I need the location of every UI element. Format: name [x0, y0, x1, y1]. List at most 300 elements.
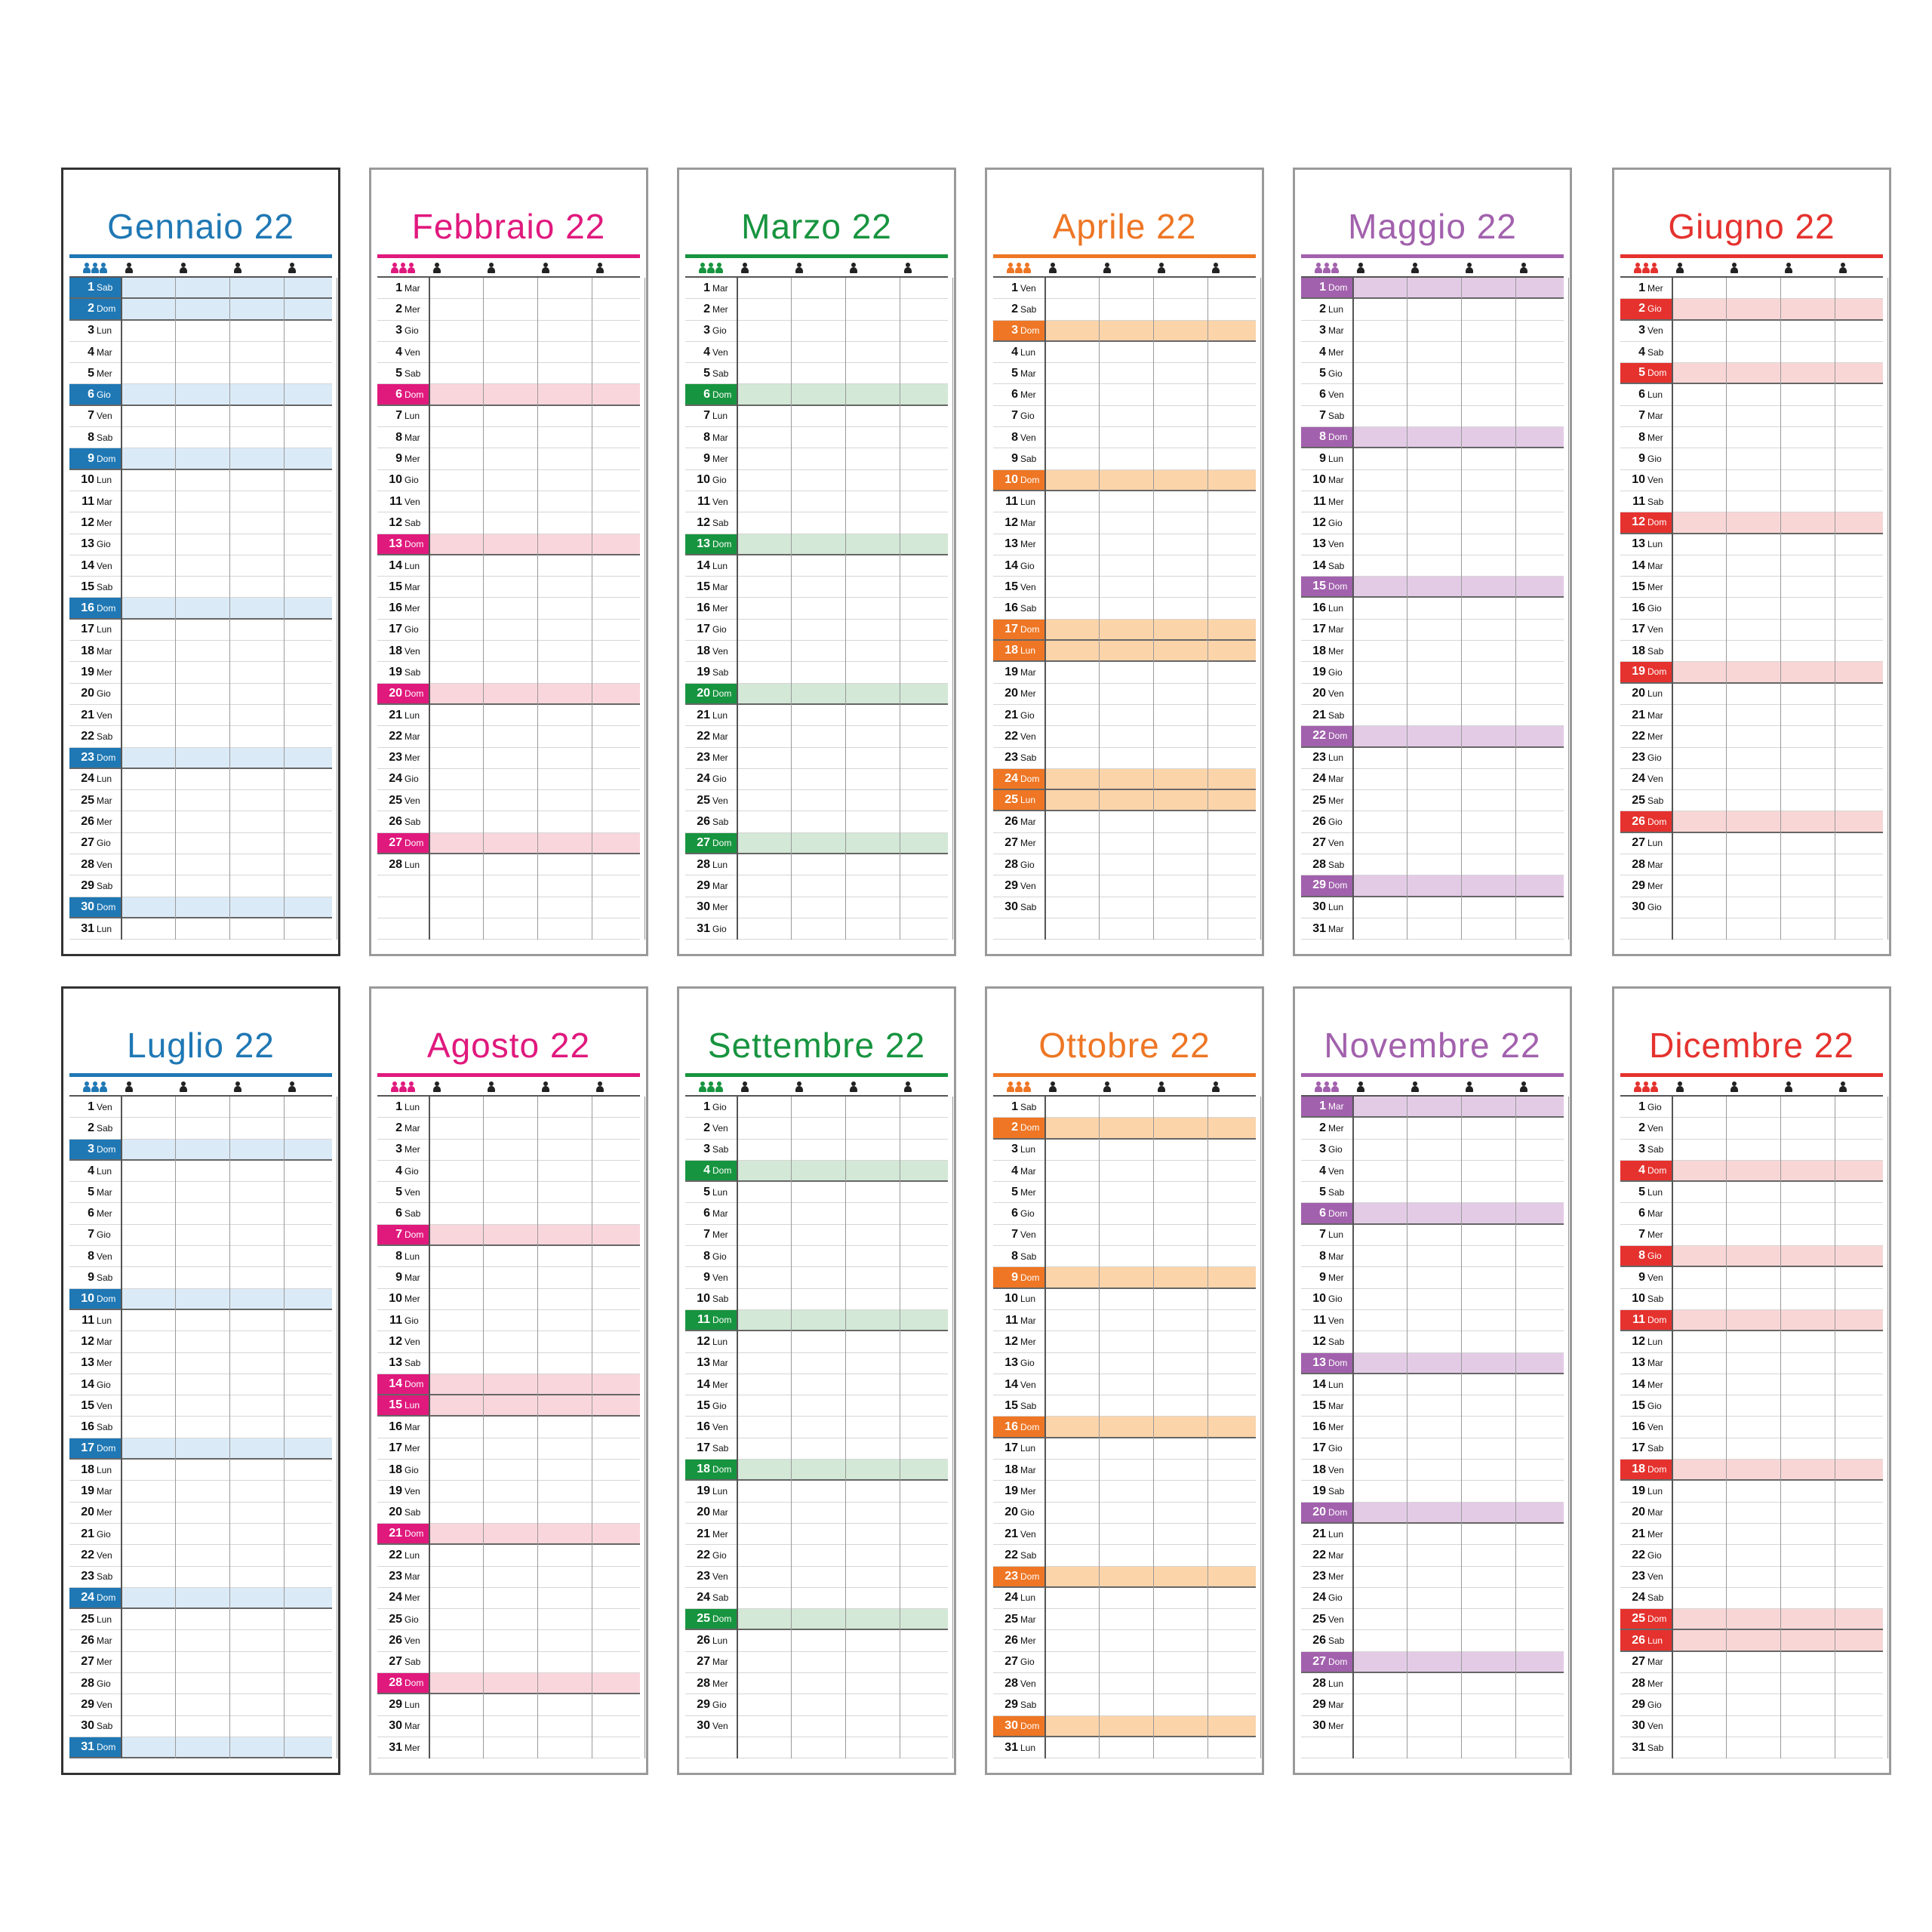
day-row[interactable] [1301, 1331, 1564, 1352]
day-row[interactable] [685, 1630, 948, 1651]
day-row[interactable] [1620, 1310, 1883, 1331]
day-row[interactable] [1301, 577, 1564, 598]
day-row[interactable] [377, 1395, 640, 1417]
day-row[interactable] [993, 384, 1256, 405]
day-row[interactable] [377, 278, 640, 299]
day-row[interactable] [1620, 1140, 1883, 1161]
day-row[interactable] [377, 918, 640, 940]
day-row[interactable] [1301, 384, 1564, 405]
day-row[interactable] [1301, 427, 1564, 448]
day-row[interactable] [1620, 1567, 1883, 1588]
day-row[interactable] [1620, 748, 1883, 769]
day-row[interactable] [1301, 1503, 1564, 1524]
day-row[interactable] [1301, 406, 1564, 427]
day-row[interactable] [993, 875, 1256, 897]
day-row[interactable] [1620, 769, 1883, 790]
day-row[interactable] [685, 470, 948, 491]
day-row[interactable] [69, 598, 332, 619]
day-row[interactable] [685, 1481, 948, 1502]
day-row[interactable] [993, 918, 1256, 940]
day-row[interactable] [69, 1567, 332, 1588]
day-row[interactable] [69, 448, 332, 469]
day-row[interactable] [69, 1140, 332, 1161]
day-row[interactable] [685, 726, 948, 747]
day-row[interactable] [685, 1652, 948, 1673]
day-row[interactable] [69, 1374, 332, 1395]
day-row[interactable] [685, 278, 948, 299]
day-row[interactable] [1620, 1609, 1883, 1630]
day-row[interactable] [685, 1203, 948, 1224]
day-row[interactable] [377, 427, 640, 448]
day-row[interactable] [993, 598, 1256, 619]
day-row[interactable] [69, 1353, 332, 1374]
day-row[interactable] [377, 491, 640, 512]
day-row[interactable] [69, 790, 332, 811]
day-row[interactable] [69, 299, 332, 320]
day-row[interactable] [685, 1524, 948, 1545]
day-row[interactable] [69, 427, 332, 448]
day-row[interactable] [69, 1460, 332, 1481]
day-row[interactable] [993, 1353, 1256, 1374]
day-row[interactable] [993, 641, 1256, 662]
day-row[interactable] [993, 1182, 1256, 1203]
day-row[interactable] [685, 299, 948, 320]
day-row[interactable] [1301, 1267, 1564, 1288]
day-row[interactable] [1301, 1225, 1564, 1246]
day-row[interactable] [993, 1503, 1256, 1524]
day-row[interactable] [69, 620, 332, 641]
day-row[interactable] [685, 1567, 948, 1588]
day-row[interactable] [69, 1630, 332, 1651]
day-row[interactable] [685, 1267, 948, 1288]
day-row[interactable] [685, 1694, 948, 1715]
day-row[interactable] [1620, 1503, 1883, 1524]
day-row[interactable] [1620, 811, 1883, 832]
day-row[interactable] [1301, 448, 1564, 469]
day-row[interactable] [685, 1460, 948, 1481]
day-row[interactable] [1301, 1182, 1564, 1203]
day-row[interactable] [993, 1395, 1256, 1417]
day-row[interactable] [1620, 641, 1883, 662]
day-row[interactable] [685, 1545, 948, 1566]
day-row[interactable] [685, 918, 948, 940]
day-row[interactable] [1620, 1353, 1883, 1374]
day-row[interactable] [685, 321, 948, 342]
day-row[interactable] [993, 470, 1256, 491]
day-row[interactable] [377, 1524, 640, 1545]
day-row[interactable] [993, 491, 1256, 512]
day-row[interactable] [685, 705, 948, 726]
day-row[interactable] [69, 705, 332, 726]
day-row[interactable] [1620, 1673, 1883, 1694]
day-row[interactable] [1620, 1118, 1883, 1139]
day-row[interactable] [1620, 512, 1883, 534]
day-row[interactable] [69, 1246, 332, 1267]
day-row[interactable] [993, 406, 1256, 427]
day-row[interactable] [1301, 1438, 1564, 1460]
day-row[interactable] [993, 1716, 1256, 1737]
day-row[interactable] [69, 811, 332, 832]
day-row[interactable] [1620, 1161, 1883, 1182]
day-row[interactable] [69, 1652, 332, 1673]
day-row[interactable] [377, 790, 640, 811]
day-row[interactable] [1301, 726, 1564, 747]
day-row[interactable] [69, 512, 332, 534]
day-row[interactable] [69, 363, 332, 384]
day-row[interactable] [377, 1203, 640, 1224]
day-row[interactable] [1620, 1545, 1883, 1566]
day-row[interactable] [1620, 726, 1883, 747]
day-row[interactable] [69, 1588, 332, 1609]
day-row[interactable] [1301, 1289, 1564, 1310]
day-row[interactable] [377, 299, 640, 320]
day-row[interactable] [69, 726, 332, 747]
day-row[interactable] [1301, 321, 1564, 342]
day-row[interactable] [377, 448, 640, 469]
day-row[interactable] [993, 299, 1256, 320]
day-row[interactable] [377, 577, 640, 598]
day-row[interactable] [69, 875, 332, 897]
day-row[interactable] [1301, 705, 1564, 726]
day-row[interactable] [1620, 620, 1883, 641]
day-row[interactable] [377, 1417, 640, 1438]
day-row[interactable] [993, 1097, 1256, 1118]
day-row[interactable] [685, 897, 948, 918]
day-row[interactable] [377, 1545, 640, 1566]
day-row[interactable] [1620, 470, 1883, 491]
day-row[interactable] [1301, 1588, 1564, 1609]
day-row[interactable] [1620, 1694, 1883, 1715]
day-row[interactable] [377, 470, 640, 491]
day-row[interactable] [69, 1694, 332, 1715]
day-row[interactable] [69, 1331, 332, 1352]
day-row[interactable] [685, 1353, 948, 1374]
day-row[interactable] [1301, 854, 1564, 875]
day-row[interactable] [1301, 1567, 1564, 1588]
day-row[interactable] [377, 854, 640, 875]
day-row[interactable] [1620, 342, 1883, 363]
day-row[interactable] [685, 811, 948, 832]
day-row[interactable] [993, 1289, 1256, 1310]
day-row[interactable] [1301, 875, 1564, 897]
day-row[interactable] [377, 1267, 640, 1288]
day-row[interactable] [993, 1609, 1256, 1630]
day-row[interactable] [685, 875, 948, 897]
day-row[interactable] [377, 1652, 640, 1673]
day-row[interactable] [1620, 448, 1883, 469]
day-row[interactable] [377, 1673, 640, 1694]
day-row[interactable] [685, 1182, 948, 1203]
day-row[interactable] [1301, 1737, 1564, 1758]
day-row[interactable] [377, 363, 640, 384]
day-row[interactable] [685, 790, 948, 811]
day-row[interactable] [69, 1716, 332, 1737]
day-row[interactable] [1620, 1438, 1883, 1460]
day-row[interactable] [685, 1716, 948, 1737]
day-row[interactable] [993, 1118, 1256, 1139]
day-row[interactable] [993, 748, 1256, 769]
day-row[interactable] [1301, 1395, 1564, 1417]
day-row[interactable] [993, 684, 1256, 705]
day-row[interactable] [993, 1737, 1256, 1758]
day-row[interactable] [1620, 534, 1883, 555]
day-row[interactable] [377, 1140, 640, 1161]
day-row[interactable] [1620, 1395, 1883, 1417]
day-row[interactable] [1620, 705, 1883, 726]
day-row[interactable] [993, 342, 1256, 363]
day-row[interactable] [377, 1097, 640, 1118]
day-row[interactable] [685, 427, 948, 448]
day-row[interactable] [69, 406, 332, 427]
day-row[interactable] [993, 1481, 1256, 1502]
day-row[interactable] [377, 769, 640, 790]
day-row[interactable] [685, 1289, 948, 1310]
day-row[interactable] [1301, 1310, 1564, 1331]
day-row[interactable] [1620, 833, 1883, 854]
day-row[interactable] [1301, 662, 1564, 683]
day-row[interactable] [993, 534, 1256, 555]
day-row[interactable] [1301, 1460, 1564, 1481]
day-row[interactable] [1620, 406, 1883, 427]
day-row[interactable] [1301, 342, 1564, 363]
day-row[interactable] [685, 1310, 948, 1331]
day-row[interactable] [685, 662, 948, 683]
day-row[interactable] [69, 769, 332, 790]
day-row[interactable] [1620, 1417, 1883, 1438]
day-row[interactable] [1301, 1524, 1564, 1545]
day-row[interactable] [377, 1588, 640, 1609]
day-row[interactable] [1301, 299, 1564, 320]
day-row[interactable] [685, 598, 948, 619]
day-row[interactable] [69, 1118, 332, 1139]
day-row[interactable] [1301, 1545, 1564, 1566]
day-row[interactable] [1301, 512, 1564, 534]
day-row[interactable] [1301, 769, 1564, 790]
day-row[interactable] [685, 1395, 948, 1417]
day-row[interactable] [69, 1289, 332, 1310]
day-row[interactable] [685, 448, 948, 469]
day-row[interactable] [1620, 1097, 1883, 1118]
day-row[interactable] [377, 555, 640, 577]
day-row[interactable] [993, 1161, 1256, 1182]
day-row[interactable] [993, 1588, 1256, 1609]
day-row[interactable] [377, 342, 640, 363]
day-row[interactable] [1620, 1524, 1883, 1545]
day-row[interactable] [1301, 598, 1564, 619]
day-row[interactable] [1301, 278, 1564, 299]
day-row[interactable] [377, 512, 640, 534]
day-row[interactable] [1301, 1694, 1564, 1715]
day-row[interactable] [1301, 1716, 1564, 1737]
day-row[interactable] [69, 918, 332, 940]
day-row[interactable] [377, 897, 640, 918]
day-row[interactable] [685, 1588, 948, 1609]
day-row[interactable] [69, 1161, 332, 1182]
day-row[interactable] [69, 1225, 332, 1246]
day-row[interactable] [993, 811, 1256, 832]
day-row[interactable] [685, 1673, 948, 1694]
day-row[interactable] [1620, 1374, 1883, 1395]
day-row[interactable] [1301, 1097, 1564, 1118]
day-row[interactable] [685, 1737, 948, 1758]
day-row[interactable] [1301, 1673, 1564, 1694]
day-row[interactable] [1301, 1246, 1564, 1267]
day-row[interactable] [377, 1161, 640, 1182]
day-row[interactable] [69, 662, 332, 683]
day-row[interactable] [1620, 1203, 1883, 1224]
day-row[interactable] [1620, 1481, 1883, 1502]
day-row[interactable] [993, 620, 1256, 641]
day-row[interactable] [69, 1417, 332, 1438]
day-row[interactable] [69, 1097, 332, 1118]
day-row[interactable] [1620, 1182, 1883, 1203]
day-row[interactable] [685, 1246, 948, 1267]
day-row[interactable] [1301, 790, 1564, 811]
day-row[interactable] [1620, 555, 1883, 577]
day-row[interactable] [69, 577, 332, 598]
day-row[interactable] [1620, 427, 1883, 448]
day-row[interactable] [377, 534, 640, 555]
day-row[interactable] [1620, 598, 1883, 619]
day-row[interactable] [1301, 1161, 1564, 1182]
day-row[interactable] [1620, 1460, 1883, 1481]
day-row[interactable] [993, 1524, 1256, 1545]
day-row[interactable] [685, 363, 948, 384]
day-row[interactable] [685, 1225, 948, 1246]
day-row[interactable] [377, 748, 640, 769]
day-row[interactable] [993, 1545, 1256, 1566]
day-row[interactable] [993, 1652, 1256, 1673]
day-row[interactable] [377, 598, 640, 619]
day-row[interactable] [993, 1417, 1256, 1438]
day-row[interactable] [377, 620, 640, 641]
day-row[interactable] [993, 555, 1256, 577]
day-row[interactable] [993, 1310, 1256, 1331]
day-row[interactable] [993, 427, 1256, 448]
day-row[interactable] [685, 406, 948, 427]
day-row[interactable] [993, 1140, 1256, 1161]
day-row[interactable] [1301, 641, 1564, 662]
day-row[interactable] [377, 1182, 640, 1203]
day-row[interactable] [377, 1289, 640, 1310]
day-row[interactable] [1301, 470, 1564, 491]
day-row[interactable] [1620, 1716, 1883, 1737]
day-row[interactable] [69, 278, 332, 299]
day-row[interactable] [1301, 684, 1564, 705]
day-row[interactable] [377, 1737, 640, 1758]
day-row[interactable] [1620, 1246, 1883, 1267]
day-row[interactable] [993, 448, 1256, 469]
day-row[interactable] [993, 1267, 1256, 1288]
day-row[interactable] [377, 384, 640, 405]
day-row[interactable] [993, 1567, 1256, 1588]
day-row[interactable] [377, 875, 640, 897]
day-row[interactable] [69, 833, 332, 854]
day-row[interactable] [69, 1737, 332, 1758]
day-row[interactable] [993, 1203, 1256, 1224]
day-row[interactable] [377, 811, 640, 832]
day-row[interactable] [1620, 854, 1883, 875]
day-row[interactable] [69, 1438, 332, 1460]
day-row[interactable] [685, 769, 948, 790]
day-row[interactable] [377, 1225, 640, 1246]
day-row[interactable] [69, 641, 332, 662]
day-row[interactable] [685, 748, 948, 769]
day-row[interactable] [377, 1716, 640, 1737]
day-row[interactable] [69, 684, 332, 705]
day-row[interactable] [1301, 1481, 1564, 1502]
day-row[interactable] [993, 726, 1256, 747]
day-row[interactable] [69, 1310, 332, 1331]
day-row[interactable] [69, 1524, 332, 1545]
day-row[interactable] [1301, 534, 1564, 555]
day-row[interactable] [377, 1609, 640, 1630]
day-row[interactable] [1301, 1140, 1564, 1161]
day-row[interactable] [1301, 491, 1564, 512]
day-row[interactable] [377, 1118, 640, 1139]
day-row[interactable] [1301, 1417, 1564, 1438]
day-row[interactable] [685, 577, 948, 598]
day-row[interactable] [993, 278, 1256, 299]
day-row[interactable] [993, 577, 1256, 598]
day-row[interactable] [1620, 1588, 1883, 1609]
day-row[interactable] [1620, 278, 1883, 299]
day-row[interactable] [685, 1609, 948, 1630]
day-row[interactable] [1620, 1267, 1883, 1288]
day-row[interactable] [993, 1225, 1256, 1246]
day-row[interactable] [377, 662, 640, 683]
day-row[interactable] [377, 1438, 640, 1460]
day-row[interactable] [69, 1395, 332, 1417]
day-row[interactable] [377, 705, 640, 726]
day-row[interactable] [69, 470, 332, 491]
day-row[interactable] [1620, 363, 1883, 384]
day-row[interactable] [685, 384, 948, 405]
day-row[interactable] [69, 1503, 332, 1524]
day-row[interactable] [377, 1567, 640, 1588]
day-row[interactable] [1620, 321, 1883, 342]
day-row[interactable] [377, 1374, 640, 1395]
day-row[interactable] [69, 1267, 332, 1288]
day-row[interactable] [1620, 1737, 1883, 1758]
day-row[interactable] [1301, 1374, 1564, 1395]
day-row[interactable] [1620, 684, 1883, 705]
day-row[interactable] [1301, 918, 1564, 940]
day-row[interactable] [993, 321, 1256, 342]
day-row[interactable] [69, 321, 332, 342]
day-row[interactable] [377, 1310, 640, 1331]
day-row[interactable] [1301, 363, 1564, 384]
day-row[interactable] [1620, 299, 1883, 320]
day-row[interactable] [685, 534, 948, 555]
day-row[interactable] [69, 555, 332, 577]
day-row[interactable] [1301, 1652, 1564, 1673]
day-row[interactable] [69, 748, 332, 769]
day-row[interactable] [993, 897, 1256, 918]
day-row[interactable] [993, 512, 1256, 534]
day-row[interactable] [1620, 491, 1883, 512]
day-row[interactable] [685, 620, 948, 641]
day-row[interactable] [993, 662, 1256, 683]
day-row[interactable] [1301, 1630, 1564, 1651]
day-row[interactable] [377, 684, 640, 705]
day-row[interactable] [69, 1203, 332, 1224]
day-row[interactable] [685, 854, 948, 875]
day-row[interactable] [685, 833, 948, 854]
day-row[interactable] [685, 1438, 948, 1460]
day-row[interactable] [1620, 384, 1883, 405]
day-row[interactable] [69, 1481, 332, 1502]
